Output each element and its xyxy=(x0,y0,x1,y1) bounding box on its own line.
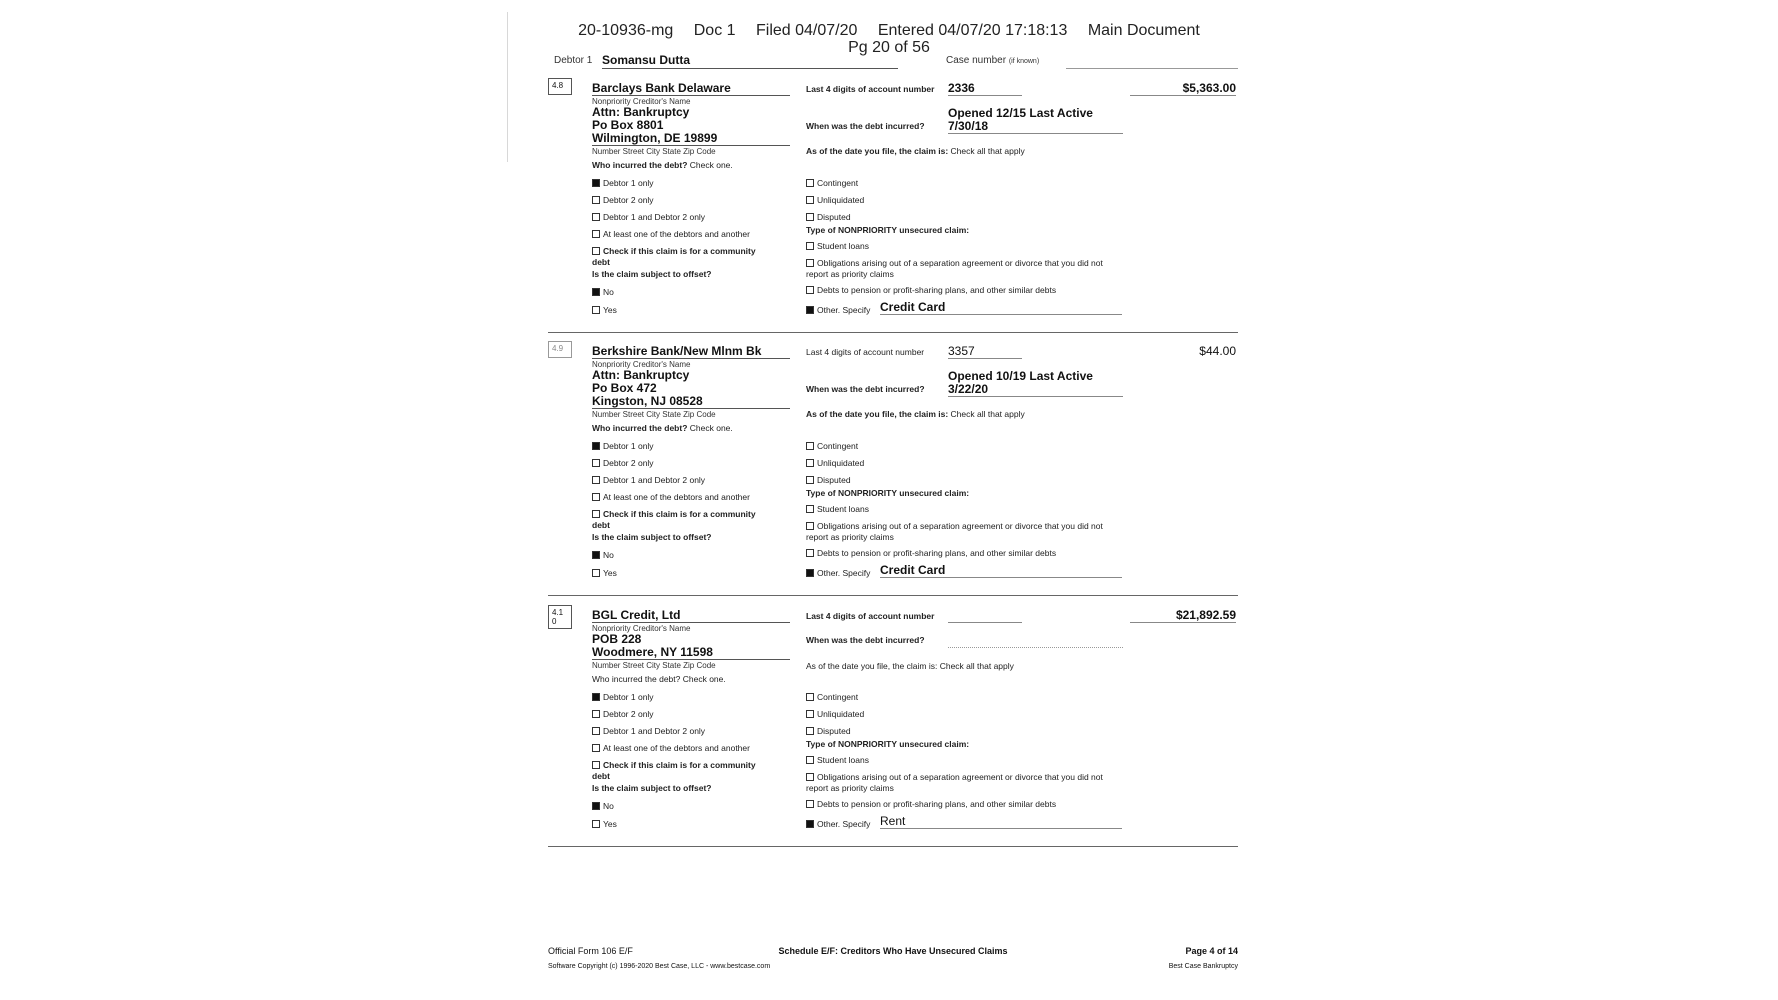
incurred-value-line2: 3/22/20 xyxy=(948,382,1123,397)
debtor-label: Debtor 1 xyxy=(554,55,593,66)
check-one-text: Check one. xyxy=(689,423,733,433)
checkbox-empty-icon xyxy=(592,459,600,467)
address-caption: Number Street City State Zip Code xyxy=(592,661,716,670)
creditor-name-caption: Nonpriority Creditor's Name xyxy=(592,97,691,106)
checkbox-student-loans[interactable] xyxy=(806,755,869,765)
option-label: Debtor 2 only xyxy=(603,195,654,205)
incurred-value-line1: Opened 10/19 Last Active xyxy=(948,369,1093,383)
creditor-address-line: Kingston, NJ 08528 xyxy=(592,395,790,409)
incurred-value-line1: Opened 12/15 Last Active xyxy=(948,106,1093,120)
checkbox-community-debt[interactable] xyxy=(592,760,756,770)
checkbox-debtor1-and-2[interactable] xyxy=(592,475,705,485)
page-footer xyxy=(548,946,1238,976)
checkbox-student-loans[interactable] xyxy=(806,241,869,251)
option-label: Debtor 1 only xyxy=(603,692,654,702)
checkbox-at-least-one[interactable] xyxy=(592,492,750,502)
checkbox-empty-icon xyxy=(592,710,600,718)
checkbox-empty-icon xyxy=(806,505,814,513)
check-all-text: Check all that apply xyxy=(950,409,1025,419)
checkbox-empty-icon xyxy=(806,442,814,450)
claim-amount: $44.00 xyxy=(1199,344,1236,358)
creditor-address-line: POB 228 xyxy=(592,632,642,646)
checkbox-obligations[interactable] xyxy=(806,772,1103,782)
official-form-label: Official Form 106 E/F xyxy=(548,946,633,956)
creditor-name: Berkshire Bank/New Mlnm Bk xyxy=(592,344,790,359)
checkbox-debtor2-only[interactable] xyxy=(592,195,654,205)
option-label: Other. Specify xyxy=(817,819,871,829)
claim-type-heading: Type of NONPRIORITY unsecured claim: xyxy=(806,488,970,498)
case-number-label xyxy=(946,55,1039,66)
last4-label: Last 4 digits of account number xyxy=(806,347,925,357)
as-of-text: As of the date you file, the claim is: xyxy=(806,409,949,419)
last4-label: Last 4 digits of account number xyxy=(806,611,935,621)
community-debt-label-cont: debt xyxy=(592,257,610,267)
checkbox-disputed[interactable] xyxy=(806,726,851,736)
filed-date: Filed 04/07/20 xyxy=(756,22,858,39)
brand-label: Best Case Bankruptcy xyxy=(1168,963,1238,970)
option-label: Obligations arising out of a separation agreement or divorce that you did not xyxy=(817,258,1103,268)
option-label: No xyxy=(603,287,614,297)
last4-value xyxy=(948,608,1022,623)
checkbox-other[interactable] xyxy=(806,568,870,578)
option-label: Disputed xyxy=(817,475,851,485)
checkbox-obligations[interactable] xyxy=(806,258,1103,268)
claim-divider xyxy=(548,332,1238,333)
checkbox-debtor1-and-2[interactable] xyxy=(592,212,705,222)
case-number-hint: (if known) xyxy=(1008,58,1040,65)
option-label: Debtor 2 only xyxy=(603,709,654,719)
checkbox-empty-icon xyxy=(592,230,600,238)
checkbox-empty-icon xyxy=(592,306,600,314)
checkbox-empty-icon xyxy=(592,476,600,484)
checkbox-offset-yes[interactable] xyxy=(592,568,617,578)
checkbox-offset-no[interactable] xyxy=(592,801,614,811)
checkbox-disputed[interactable] xyxy=(806,475,851,485)
option-label: Debtor 1 only xyxy=(603,441,654,451)
option-label: Obligations arising out of a separation agreement or divorce that you did not xyxy=(817,772,1103,782)
as-of-question xyxy=(806,146,1025,156)
who-incurred-text: Who incurred the debt? xyxy=(592,423,688,433)
checkbox-debtor1-only[interactable] xyxy=(592,692,654,702)
checkbox-empty-icon xyxy=(806,476,814,484)
checkbox-debtor1-only[interactable] xyxy=(592,441,654,451)
option-label: Check if this claim is for a community xyxy=(603,509,756,519)
checkbox-empty-icon xyxy=(592,510,600,518)
checkbox-debtor1-and-2[interactable] xyxy=(592,726,705,736)
check-one-text: Check one. xyxy=(682,674,726,684)
option-label: Disputed xyxy=(817,212,851,222)
option-label: Contingent xyxy=(817,692,859,702)
checkbox-pension[interactable] xyxy=(806,548,1056,558)
community-debt-label-cont: debt xyxy=(592,520,610,530)
checkbox-checked-icon xyxy=(592,442,600,450)
when-incurred-label: When was the debt incurred? xyxy=(806,121,925,131)
checkbox-other[interactable] xyxy=(806,305,870,315)
who-incurred-question xyxy=(592,160,733,170)
offset-question: Is the claim subject to offset? xyxy=(592,269,712,279)
checkbox-checked-icon xyxy=(806,569,814,577)
incurred-value-line2 xyxy=(948,633,1123,648)
checkbox-disputed[interactable] xyxy=(806,212,851,222)
as-of-text: As of the date you file, the claim is: xyxy=(806,661,938,671)
checkbox-contingent[interactable] xyxy=(806,692,858,702)
obligations-label-cont: report as priority claims xyxy=(806,269,894,279)
checkbox-empty-icon xyxy=(806,242,814,250)
option-label: Yes xyxy=(603,305,617,315)
option-label: Unliquidated xyxy=(817,195,865,205)
as-of-text: As of the date you file, the claim is: xyxy=(806,146,949,156)
checkbox-obligations[interactable] xyxy=(806,521,1103,531)
option-label: Yes xyxy=(603,819,617,829)
option-label: Obligations arising out of a separation agreement or divorce that you did not xyxy=(817,521,1103,531)
option-label: Other. Specify xyxy=(817,305,871,315)
checkbox-empty-icon xyxy=(806,196,814,204)
option-label: Debts to pension or profit-sharing plans, and other similar debts xyxy=(817,285,1057,295)
who-incurred-question xyxy=(592,423,733,433)
checkbox-checked-icon xyxy=(806,820,814,828)
checkbox-unliquidated[interactable] xyxy=(806,195,864,205)
creditor-address-line: Attn: Bankruptcy xyxy=(592,105,690,119)
checkbox-empty-icon xyxy=(592,493,600,501)
as-of-question xyxy=(806,661,1014,671)
who-incurred-text: Who incurred the debt? xyxy=(592,160,688,170)
address-caption: Number Street City State Zip Code xyxy=(592,410,716,419)
entered-date: Entered 04/07/20 17:18:13 xyxy=(877,22,1068,39)
checkbox-offset-yes[interactable] xyxy=(592,819,617,829)
checkbox-empty-icon xyxy=(592,247,600,255)
software-copyright: Software Copyright (c) 1996-2020 Best Case, LLC - www.bestcase.com xyxy=(548,963,771,970)
option-label: Debtor 1 only xyxy=(603,178,654,188)
who-incurred-text: Who incurred the debt? xyxy=(592,674,681,684)
checkbox-empty-icon xyxy=(806,459,814,467)
last4-value: 3357 xyxy=(948,344,1022,359)
checkbox-empty-icon xyxy=(806,693,814,701)
who-incurred-question xyxy=(592,674,726,684)
checkbox-other[interactable] xyxy=(806,819,870,829)
claim-number: 4.9 xyxy=(548,341,572,358)
checkbox-empty-icon xyxy=(806,800,814,808)
creditor-name-caption: Nonpriority Creditor's Name xyxy=(592,624,691,633)
as-of-question xyxy=(806,409,1025,419)
claim-number: 4.1 0 xyxy=(548,605,572,629)
option-label: Contingent xyxy=(817,441,859,451)
case-number-stamp: 20-10936-mg xyxy=(578,22,674,39)
checkbox-contingent[interactable] xyxy=(806,178,858,188)
page-number: Page 4 of 14 xyxy=(1185,946,1238,956)
other-specify-value: Credit Card xyxy=(880,300,1122,315)
checkbox-pension[interactable] xyxy=(806,799,1056,809)
option-label: Unliquidated xyxy=(817,458,865,468)
option-label: Yes xyxy=(603,568,617,578)
checkbox-offset-yes[interactable] xyxy=(592,305,617,315)
incurred-value-line2: 7/30/18 xyxy=(948,119,1123,134)
when-incurred-label: When was the debt incurred? xyxy=(806,384,925,394)
option-label: Disputed xyxy=(817,726,851,736)
claim-type-heading: Type of NONPRIORITY unsecured claim: xyxy=(806,225,970,235)
doc-number: Doc 1 xyxy=(693,22,736,39)
option-label: Unliquidated xyxy=(817,709,865,719)
checkbox-empty-icon xyxy=(806,727,814,735)
claim-number: 4.8 xyxy=(548,78,572,95)
checkbox-unliquidated[interactable] xyxy=(806,458,864,468)
checkbox-empty-icon xyxy=(592,213,600,221)
option-label: Debtor 2 only xyxy=(603,458,654,468)
option-label: At least one of the debtors and another xyxy=(603,743,750,753)
creditor-address-line: Po Box 8801 xyxy=(592,118,664,132)
option-label: Student loans xyxy=(817,755,869,765)
checkbox-checked-icon xyxy=(592,551,600,559)
other-specify-value: Credit Card xyxy=(880,563,1122,578)
checkbox-empty-icon xyxy=(592,761,600,769)
obligations-label-cont: report as priority claims xyxy=(806,532,894,542)
creditor-address-line: Woodmere, NY 11598 xyxy=(592,646,790,660)
checkbox-empty-icon xyxy=(592,569,600,577)
check-one-text: Check one. xyxy=(689,160,733,170)
checkbox-empty-icon xyxy=(806,710,814,718)
checkbox-offset-no[interactable] xyxy=(592,550,614,560)
checkbox-contingent[interactable] xyxy=(806,441,858,451)
obligations-label-cont: report as priority claims xyxy=(806,783,894,793)
checkbox-checked-icon xyxy=(592,693,600,701)
checkbox-checked-icon xyxy=(592,179,600,187)
debtor-row xyxy=(554,52,1238,70)
option-label: Debtor 1 and Debtor 2 only xyxy=(603,726,706,736)
option-label: No xyxy=(603,550,614,560)
creditor-name: Barclays Bank Delaware xyxy=(592,81,790,96)
checkbox-empty-icon xyxy=(592,727,600,735)
option-label: No xyxy=(603,801,614,811)
option-label: Debts to pension or profit-sharing plans, and other similar debts xyxy=(817,799,1057,809)
option-label: Check if this claim is for a community xyxy=(603,760,756,770)
community-debt-label-cont: debt xyxy=(592,771,610,781)
checkbox-empty-icon xyxy=(806,213,814,221)
option-label: Debts to pension or profit-sharing plans, and other similar debts xyxy=(817,548,1057,558)
other-specify-value: Rent xyxy=(880,814,1122,829)
checkbox-empty-icon xyxy=(592,820,600,828)
claim-type-heading: Type of NONPRIORITY unsecured claim: xyxy=(806,739,970,749)
option-label: Student loans xyxy=(817,241,869,251)
page-of-total: Pg 20 of 56 xyxy=(848,39,930,56)
checkbox-checked-icon xyxy=(592,802,600,810)
case-number-label-text: Case number xyxy=(946,55,1007,66)
option-label: Debtor 1 and Debtor 2 only xyxy=(603,475,706,485)
checkbox-empty-icon xyxy=(806,259,814,267)
checkbox-empty-icon xyxy=(806,522,814,530)
creditor-address-line: Po Box 472 xyxy=(592,381,657,395)
checkbox-debtor2-only[interactable] xyxy=(592,709,654,719)
main-document-label: Main Document xyxy=(1087,22,1200,39)
option-label: At least one of the debtors and another xyxy=(603,492,750,502)
last4-label: Last 4 digits of account number xyxy=(806,84,935,94)
creditor-name-caption: Nonpriority Creditor's Name xyxy=(592,360,691,369)
when-incurred-label: When was the debt incurred? xyxy=(806,635,925,645)
checkbox-at-least-one[interactable] xyxy=(592,743,750,753)
option-label: Student loans xyxy=(817,504,869,514)
address-caption: Number Street City State Zip Code xyxy=(592,147,716,156)
creditor-address-line: Wilmington, DE 19899 xyxy=(592,132,790,146)
check-all-text: Check all that apply xyxy=(939,661,1014,671)
claim-divider xyxy=(548,595,1238,596)
creditor-address-line: Attn: Bankruptcy xyxy=(592,368,690,382)
claim-amount: $5,363.00 xyxy=(1130,81,1236,96)
checkbox-debtor1-only[interactable] xyxy=(592,178,654,188)
case-number-field xyxy=(1066,68,1238,69)
checkbox-pension[interactable] xyxy=(806,285,1056,295)
checkbox-empty-icon xyxy=(806,286,814,294)
checkbox-unliquidated[interactable] xyxy=(806,709,864,719)
option-label: Check if this claim is for a community xyxy=(603,246,756,256)
checkbox-checked-icon xyxy=(806,306,814,314)
option-label: Debtor 1 and Debtor 2 only xyxy=(603,212,706,222)
checkbox-empty-icon xyxy=(806,773,814,781)
claim-divider xyxy=(548,846,1238,847)
schedule-title: Schedule E/F: Creditors Who Have Unsecured Claims xyxy=(778,946,1008,956)
offset-question: Is the claim subject to offset? xyxy=(592,783,712,793)
option-label: Other. Specify xyxy=(817,568,871,578)
creditor-name: BGL Credit, Ltd xyxy=(592,608,790,623)
checkbox-empty-icon xyxy=(806,179,814,187)
checkbox-empty-icon xyxy=(592,744,600,752)
checkbox-empty-icon xyxy=(806,756,814,764)
checkbox-debtor2-only[interactable] xyxy=(592,458,654,468)
checkbox-checked-icon xyxy=(592,288,600,296)
checkbox-community-debt[interactable] xyxy=(592,246,756,256)
checkbox-offset-no[interactable] xyxy=(592,287,614,297)
check-all-text: Check all that apply xyxy=(950,146,1025,156)
checkbox-empty-icon xyxy=(592,196,600,204)
option-label: Contingent xyxy=(817,178,859,188)
claim-amount: $21,892.59 xyxy=(1130,608,1236,623)
checkbox-empty-icon xyxy=(806,549,814,557)
last4-value: 2336 xyxy=(948,81,1022,96)
option-label: At least one of the debtors and another xyxy=(603,229,750,239)
debtor-name: Somansu Dutta xyxy=(602,53,898,69)
checkbox-community-debt[interactable] xyxy=(592,509,756,519)
offset-question: Is the claim subject to offset? xyxy=(592,532,712,542)
checkbox-student-loans[interactable] xyxy=(806,504,869,514)
checkbox-at-least-one[interactable] xyxy=(592,229,750,239)
